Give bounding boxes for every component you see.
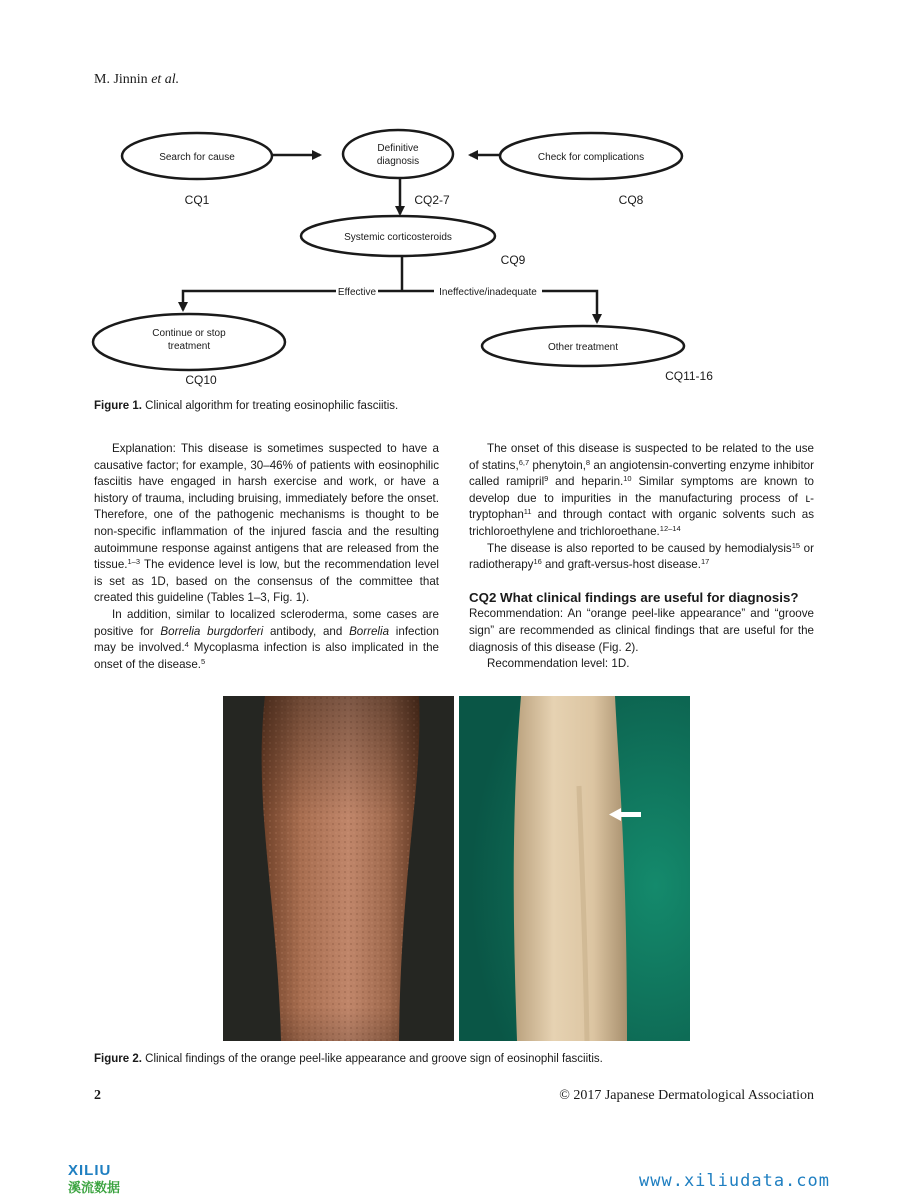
label-cq11-16: CQ11-16	[665, 369, 713, 383]
xiliu-logo-icon	[68, 1160, 148, 1196]
arrow-to-continue	[183, 291, 336, 310]
label-systemic-corticosteroids: Systemic corticosteroids	[344, 232, 452, 243]
right-column	[469, 441, 814, 673]
figure-1-caption	[94, 399, 398, 414]
figure-2-photo-left	[223, 696, 454, 1041]
recommendation-text: Recommendation: An “orange peel-like appearance” and “groove sign” are recommended as clinical findings that are useful for the diagnosis of this disease (Fig. 2).	[469, 607, 814, 654]
label-cq1: CQ1	[184, 193, 210, 207]
figure-1-caption-text: Clinical algorithm for treating eosinophilic fasciitis.	[145, 400, 399, 412]
figure-2-caption-text: Clinical findings of the orange peel-like appearance and groove sign of eosinophil fasciitis.	[145, 1053, 603, 1065]
running-head	[94, 72, 179, 88]
right-paragraph-1: The onset of this disease is suspected to be related to the use of statins,$^{6,7}$ phenytoin,$^8$ an angiotensin-converting enzyme inhibitor called ramipril$^9$ and heparin.$^{10}$ Similar symptoms are known to develop due to impurities in the manufacturing process of ʟ-tryptophan$^{11}$ and through contact with organic solvents such as trichloroethylene and trichloroethane.$^{12-14}$	[469, 442, 815, 538]
label-search-for-cause: Search for cause	[159, 152, 235, 163]
label-effective: Effective	[337, 287, 377, 298]
author-name: M. Jinnin	[94, 72, 148, 87]
label-cq10: CQ10	[185, 373, 217, 387]
label-check-for-complications: Check for complications	[537, 152, 645, 163]
label-cq8: CQ8	[618, 193, 644, 207]
section-heading-cq2: CQ2 What clinical findings are useful for diagnosis?	[469, 589, 799, 605]
label-ineffective: Ineffective/inadequate	[439, 287, 537, 298]
left-column	[94, 441, 439, 673]
right-paragraph-2: The disease is also reported to be caused by hemodialysis$^{15}$ or radiotherapy$^{16}$ and graft-versus-host disease.$^{17}$	[469, 540, 814, 572]
watermark-url: www.xiliudata.com	[639, 1171, 830, 1191]
et-al: et al.	[151, 72, 180, 87]
label-definitive: Definitive	[377, 143, 419, 154]
label-other-treatment: Other treatment	[547, 342, 619, 353]
svg-text:溪流数据: 溪流数据	[68, 1181, 121, 1196]
copyright: © 2017 Japanese Dermatological Association	[559, 1088, 814, 1103]
arrow-to-other	[542, 291, 597, 322]
label-cq2-7: CQ2-7	[414, 193, 450, 207]
label-diagnosis: diagnosis	[376, 156, 420, 167]
forearm-orange-peel-illustration	[223, 696, 454, 1041]
figure-1-flowchart	[0, 120, 900, 395]
label-continue-or-stop: Continue or stop	[152, 328, 226, 339]
recommendation-level: Recommendation level: 1D.	[487, 657, 630, 671]
node-definitive-diagnosis	[343, 130, 453, 178]
forearm-groove-sign-illustration	[459, 696, 690, 1041]
figure-2-caption-label: Figure 2.	[94, 1053, 142, 1065]
left-paragraph-1: Explanation: This disease is sometimes suspected to have a causative factor; for example, 30–46% of patients with eosinophilic fasciitis have engaged in harsh exercise and work, or have a history of trauma, including bruising, immediately before the onset. Therefore, one of the pathogenic mechanisms is thought to be non-specific inflammation of the injured fascia and the resulting autoimmune response against antigens that are released from the tissue.$^{1-3}$ The evidence level is low, but the recommendation level is set as 1D, based on the consensus of the committee that created this guideline (Tables 1–3, Fig. 1).	[94, 442, 439, 605]
figure-2-caption	[94, 1052, 603, 1067]
page-number: 2	[94, 1088, 101, 1103]
left-paragraph-2: In addition, similar to localized scleroderma, some cases are positive for Borrelia burgdorferi antibody, and Borrelia infection may be involved.$^4$ Mycoplasma infection is also implicated in the onset of the disease.$^5$	[94, 607, 440, 671]
label-treatment: treatment	[167, 341, 211, 352]
figure-1-caption-label: Figure 1.	[94, 400, 142, 412]
svg-text:XILIU: XILIU	[68, 1162, 112, 1179]
label-cq9: CQ9	[500, 253, 526, 267]
watermark-logo	[68, 1160, 148, 1196]
figure-2-photo-right	[459, 696, 690, 1041]
